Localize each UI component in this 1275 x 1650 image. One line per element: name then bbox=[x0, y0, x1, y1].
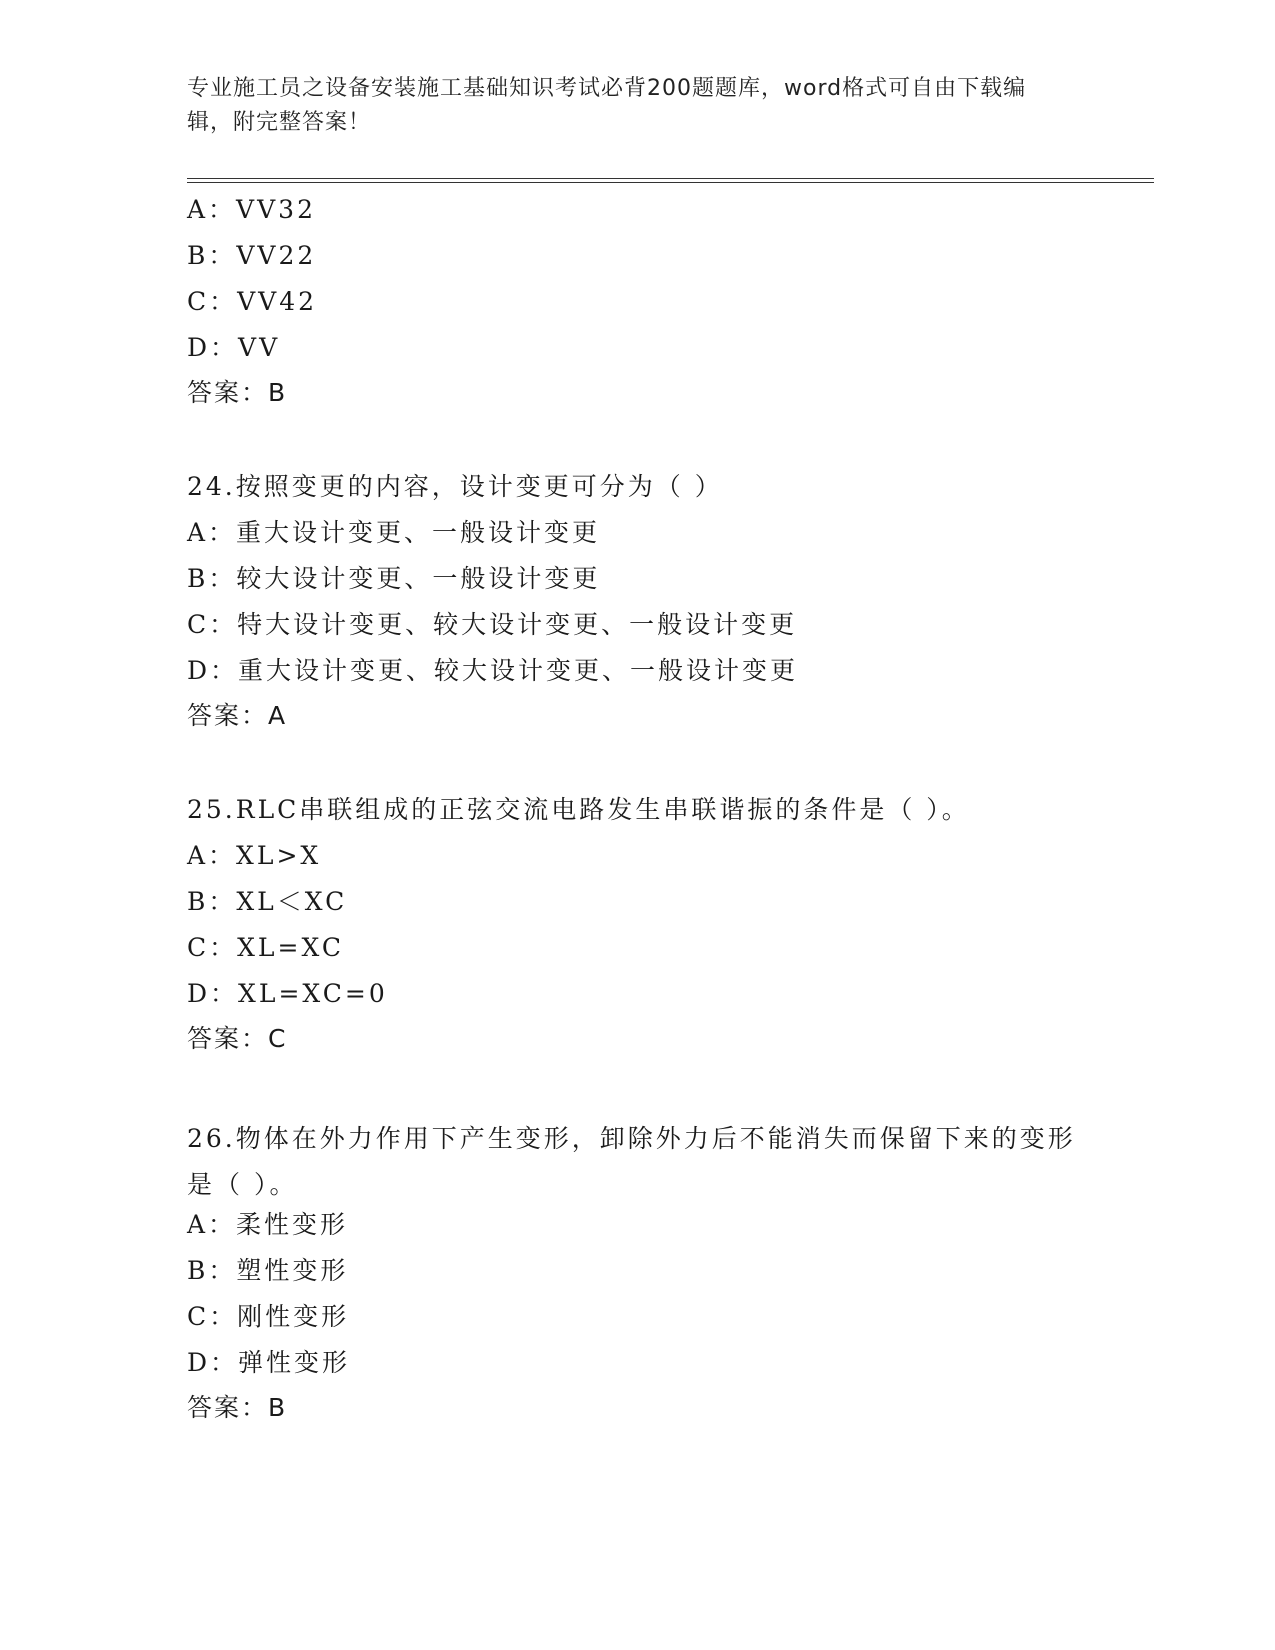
header-rule-top bbox=[187, 178, 1154, 179]
q25-option-a: A：XL>X bbox=[187, 841, 322, 870]
q25-option-d: D：XL=XC=0 bbox=[187, 979, 388, 1008]
q25-option-b: B：XL＜XC bbox=[187, 887, 348, 916]
q23-option-b: B：VV22 bbox=[187, 241, 317, 270]
header-rule-bottom bbox=[187, 182, 1154, 183]
q24-option-c: C：特大设计变更、较大设计变更、一般设计变更 bbox=[187, 610, 798, 639]
document-header: 专业施工员之设备安装施工基础知识考试必背200题题库，word格式可自由下载编辑，附完整答案！ bbox=[187, 76, 1027, 135]
q23-answer: 答案：B bbox=[187, 378, 288, 407]
q23-option-c: C：VV42 bbox=[187, 287, 318, 316]
q26-answer: 答案：B bbox=[187, 1393, 288, 1422]
q25-question: 25.RLC串联组成的正弦交流电路发生串联谐振的条件是（ ）。 bbox=[187, 795, 970, 824]
q23-option-a: A：VV32 bbox=[187, 195, 316, 224]
q24-option-b: B：较大设计变更、一般设计变更 bbox=[187, 564, 601, 593]
q24-option-d: D：重大设计变更、较大设计变更、一般设计变更 bbox=[187, 656, 799, 685]
q26-option-c: C：刚性变形 bbox=[187, 1302, 350, 1331]
q25-answer: 答案：C bbox=[187, 1024, 288, 1053]
q26-question: 26.物体在外力作用下产生变形，卸除外力后不能消失而保留下来的变形是（ ）。 bbox=[187, 1124, 1076, 1199]
q23-option-d: D：VV bbox=[187, 333, 281, 362]
q25-option-c: C：XL=XC bbox=[187, 933, 344, 962]
q24-option-a: A：重大设计变更、一般设计变更 bbox=[187, 518, 601, 547]
q24-question: 24.按照变更的内容，设计变更可分为（ ） bbox=[187, 472, 723, 501]
q26-option-d: D：弹性变形 bbox=[187, 1348, 351, 1377]
q24-answer: 答案：A bbox=[187, 701, 288, 730]
q26-option-a: A：柔性变形 bbox=[187, 1210, 349, 1239]
q26-option-b: B：塑性变形 bbox=[187, 1256, 349, 1285]
